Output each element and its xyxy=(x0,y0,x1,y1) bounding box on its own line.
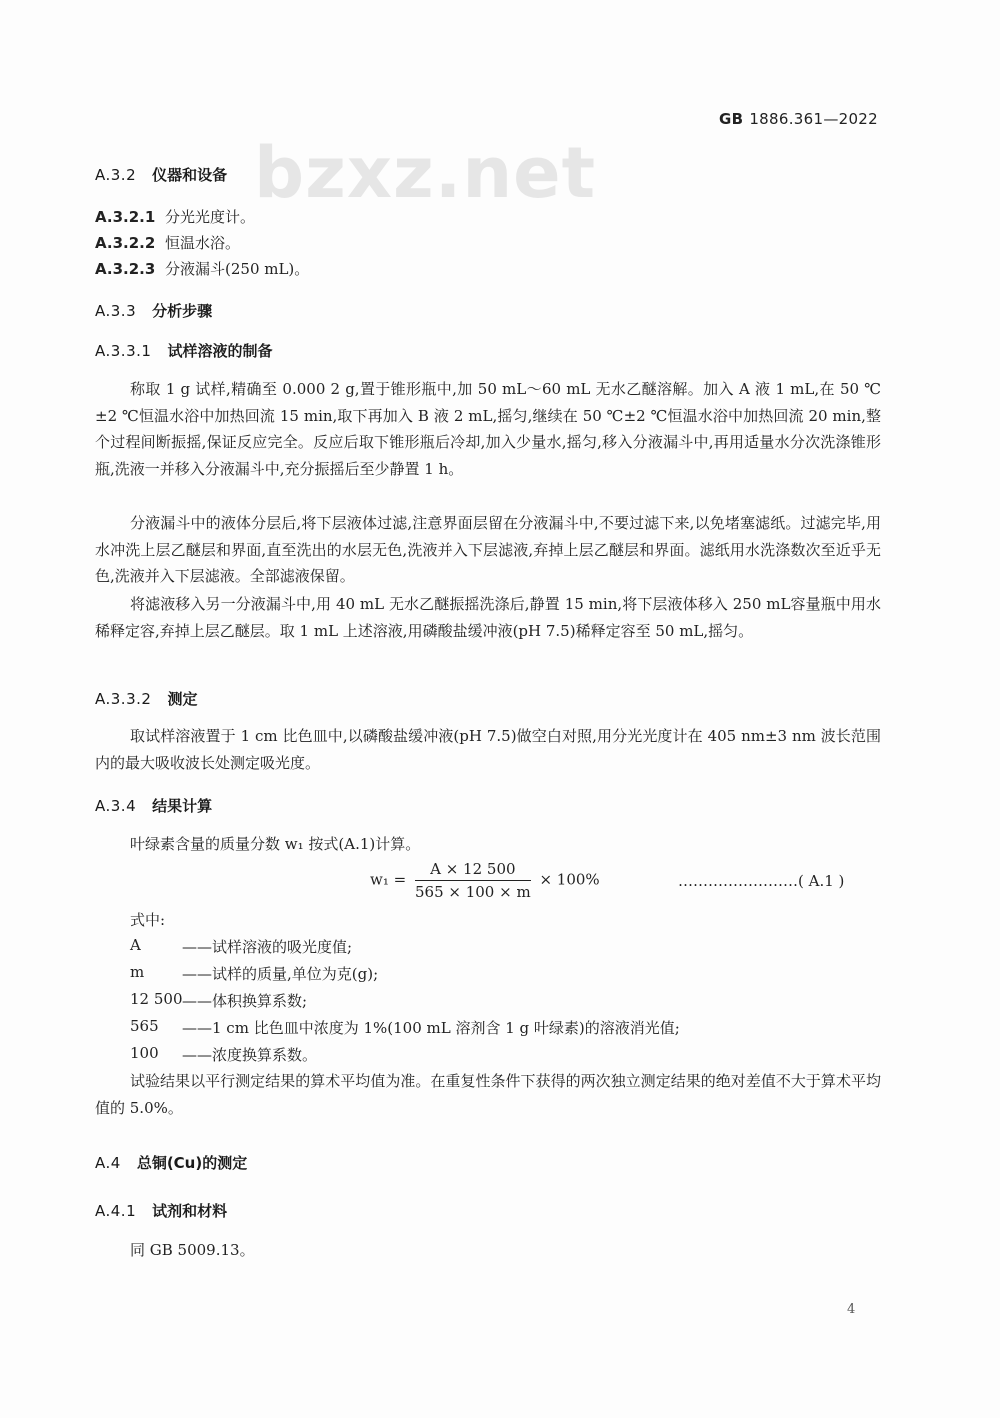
symbol-definition: ——试样溶液的吸光度值; xyxy=(182,938,353,956)
standard-number: GB 1886.361—2022 xyxy=(718,110,878,128)
list-item: A.3.2.1 分光光度计。 xyxy=(95,208,256,226)
symbol: m xyxy=(130,963,145,981)
section-heading-a4: A.4 总铜(Cu)的测定 xyxy=(95,1154,248,1172)
fraction: $\frac{A \times 12 500}{565 \times 100 \times m}$ xyxy=(414,860,531,901)
symbol: A xyxy=(130,936,141,954)
section-heading-a332: A.3.3.2 测定 xyxy=(95,690,198,708)
symbol-definition: ——试样的质量,单位为克(g); xyxy=(182,965,379,983)
paragraph: 称取 1 g 试样,精确至 0.000 2 g,置于锥形瓶中,加 50 mL～60 mL 无水乙醚溶解。加入 A 液 1 mL,在 50 ℃±2 ℃恒温水浴中加热回流 15 min,取下再加入 B 液 2 mL,摇匀,继续在 50 ℃±2 ℃恒温水浴中加热回流 20 min,整个过程间断振摇,保证反应完全。反应后取下锥形瓶后冷却,加入少量水,摇匀,移入分液漏斗中,再用适量水分次洗涤锥形瓶,洗液一并移入分液漏斗中,充分振摇后至少静置 1 h。 xyxy=(95,380,881,478)
paragraph: 将滤液移入另一分液漏斗中,用 40 mL 无水乙醚振摇洗涤后,静置 15 min,将下层液体移入 250 mL容量瓶中用水稀释定容,弃掉上层乙醚层。取 1 mL 上述溶液,用磷酸盐缓冲液(pH 7.5)稀释定容至 50 mL,摇匀。 xyxy=(95,595,881,640)
section-heading-a34: A.3.4 结果计算 xyxy=(95,797,213,815)
paragraph: 叶绿素含量的质量分数 w₁ 按式(A.1)计算。 xyxy=(130,835,421,853)
page-number: 4 xyxy=(847,1302,856,1317)
symbol-definition: ——浓度换算系数。 xyxy=(182,1046,318,1064)
paragraph: 取试样溶液置于 1 cm 比色皿中,以磷酸盐缓冲液(pH 7.5)做空白对照,用分光光度计在 405 nm±3 nm 波长范围内的最大吸收波长处测定吸光度。 xyxy=(95,727,881,772)
where-label: 式中: xyxy=(130,911,166,929)
symbol-definition: ——1 cm 比色皿中浓度为 1%(100 mL 溶剂含 1 g 叶绿素)的溶液消光值; xyxy=(182,1019,680,1037)
paragraph: 试验结果以平行测定结果的算术平均值为准。在重复性条件下获得的两次独立测定结果的绝对差值不大于算术平均值的 5.0%。 xyxy=(95,1072,881,1117)
list-item: A.3.2.3 分液漏斗(250 mL)。 xyxy=(95,260,310,278)
section-heading-a331: A.3.3.1 试样溶液的制备 xyxy=(95,342,273,360)
symbol: 12 500 xyxy=(130,990,183,1008)
section-heading-a41: A.4.1 试剂和材料 xyxy=(95,1202,228,1220)
watermark: bzxz.net xyxy=(254,132,597,214)
formula-a1: w₁ = $\frac{A \times 12 500}{565 \times 100 \times m}$ × 100% xyxy=(370,860,600,901)
paragraph: 同 GB 5009.13。 xyxy=(130,1241,255,1259)
list-item: A.3.2.2 恒温水浴。 xyxy=(95,234,241,252)
symbol-definition: ——体积换算系数; xyxy=(182,992,308,1010)
symbol: 100 xyxy=(130,1044,159,1062)
section-heading-a32: A.3.2 仪器和设备 xyxy=(95,166,228,184)
equation-number: ……………………( A.1 ) xyxy=(678,872,845,890)
paragraph: 分液漏斗中的液体分层后,将下层液体过滤,注意界面层留在分液漏斗中,不要过滤下来,以免堵塞滤纸。过滤完毕,用水冲洗上层乙醚层和界面,直至洗出的水层无色,洗液并入下层滤液,弃掉上层乙醚层和界面。滤纸用水洗涤数次至近乎无色,洗液并入下层滤液。全部滤液保留。 xyxy=(95,514,881,585)
section-heading-a33: A.3.3 分析步骤 xyxy=(95,302,213,320)
symbol: 565 xyxy=(130,1017,159,1035)
